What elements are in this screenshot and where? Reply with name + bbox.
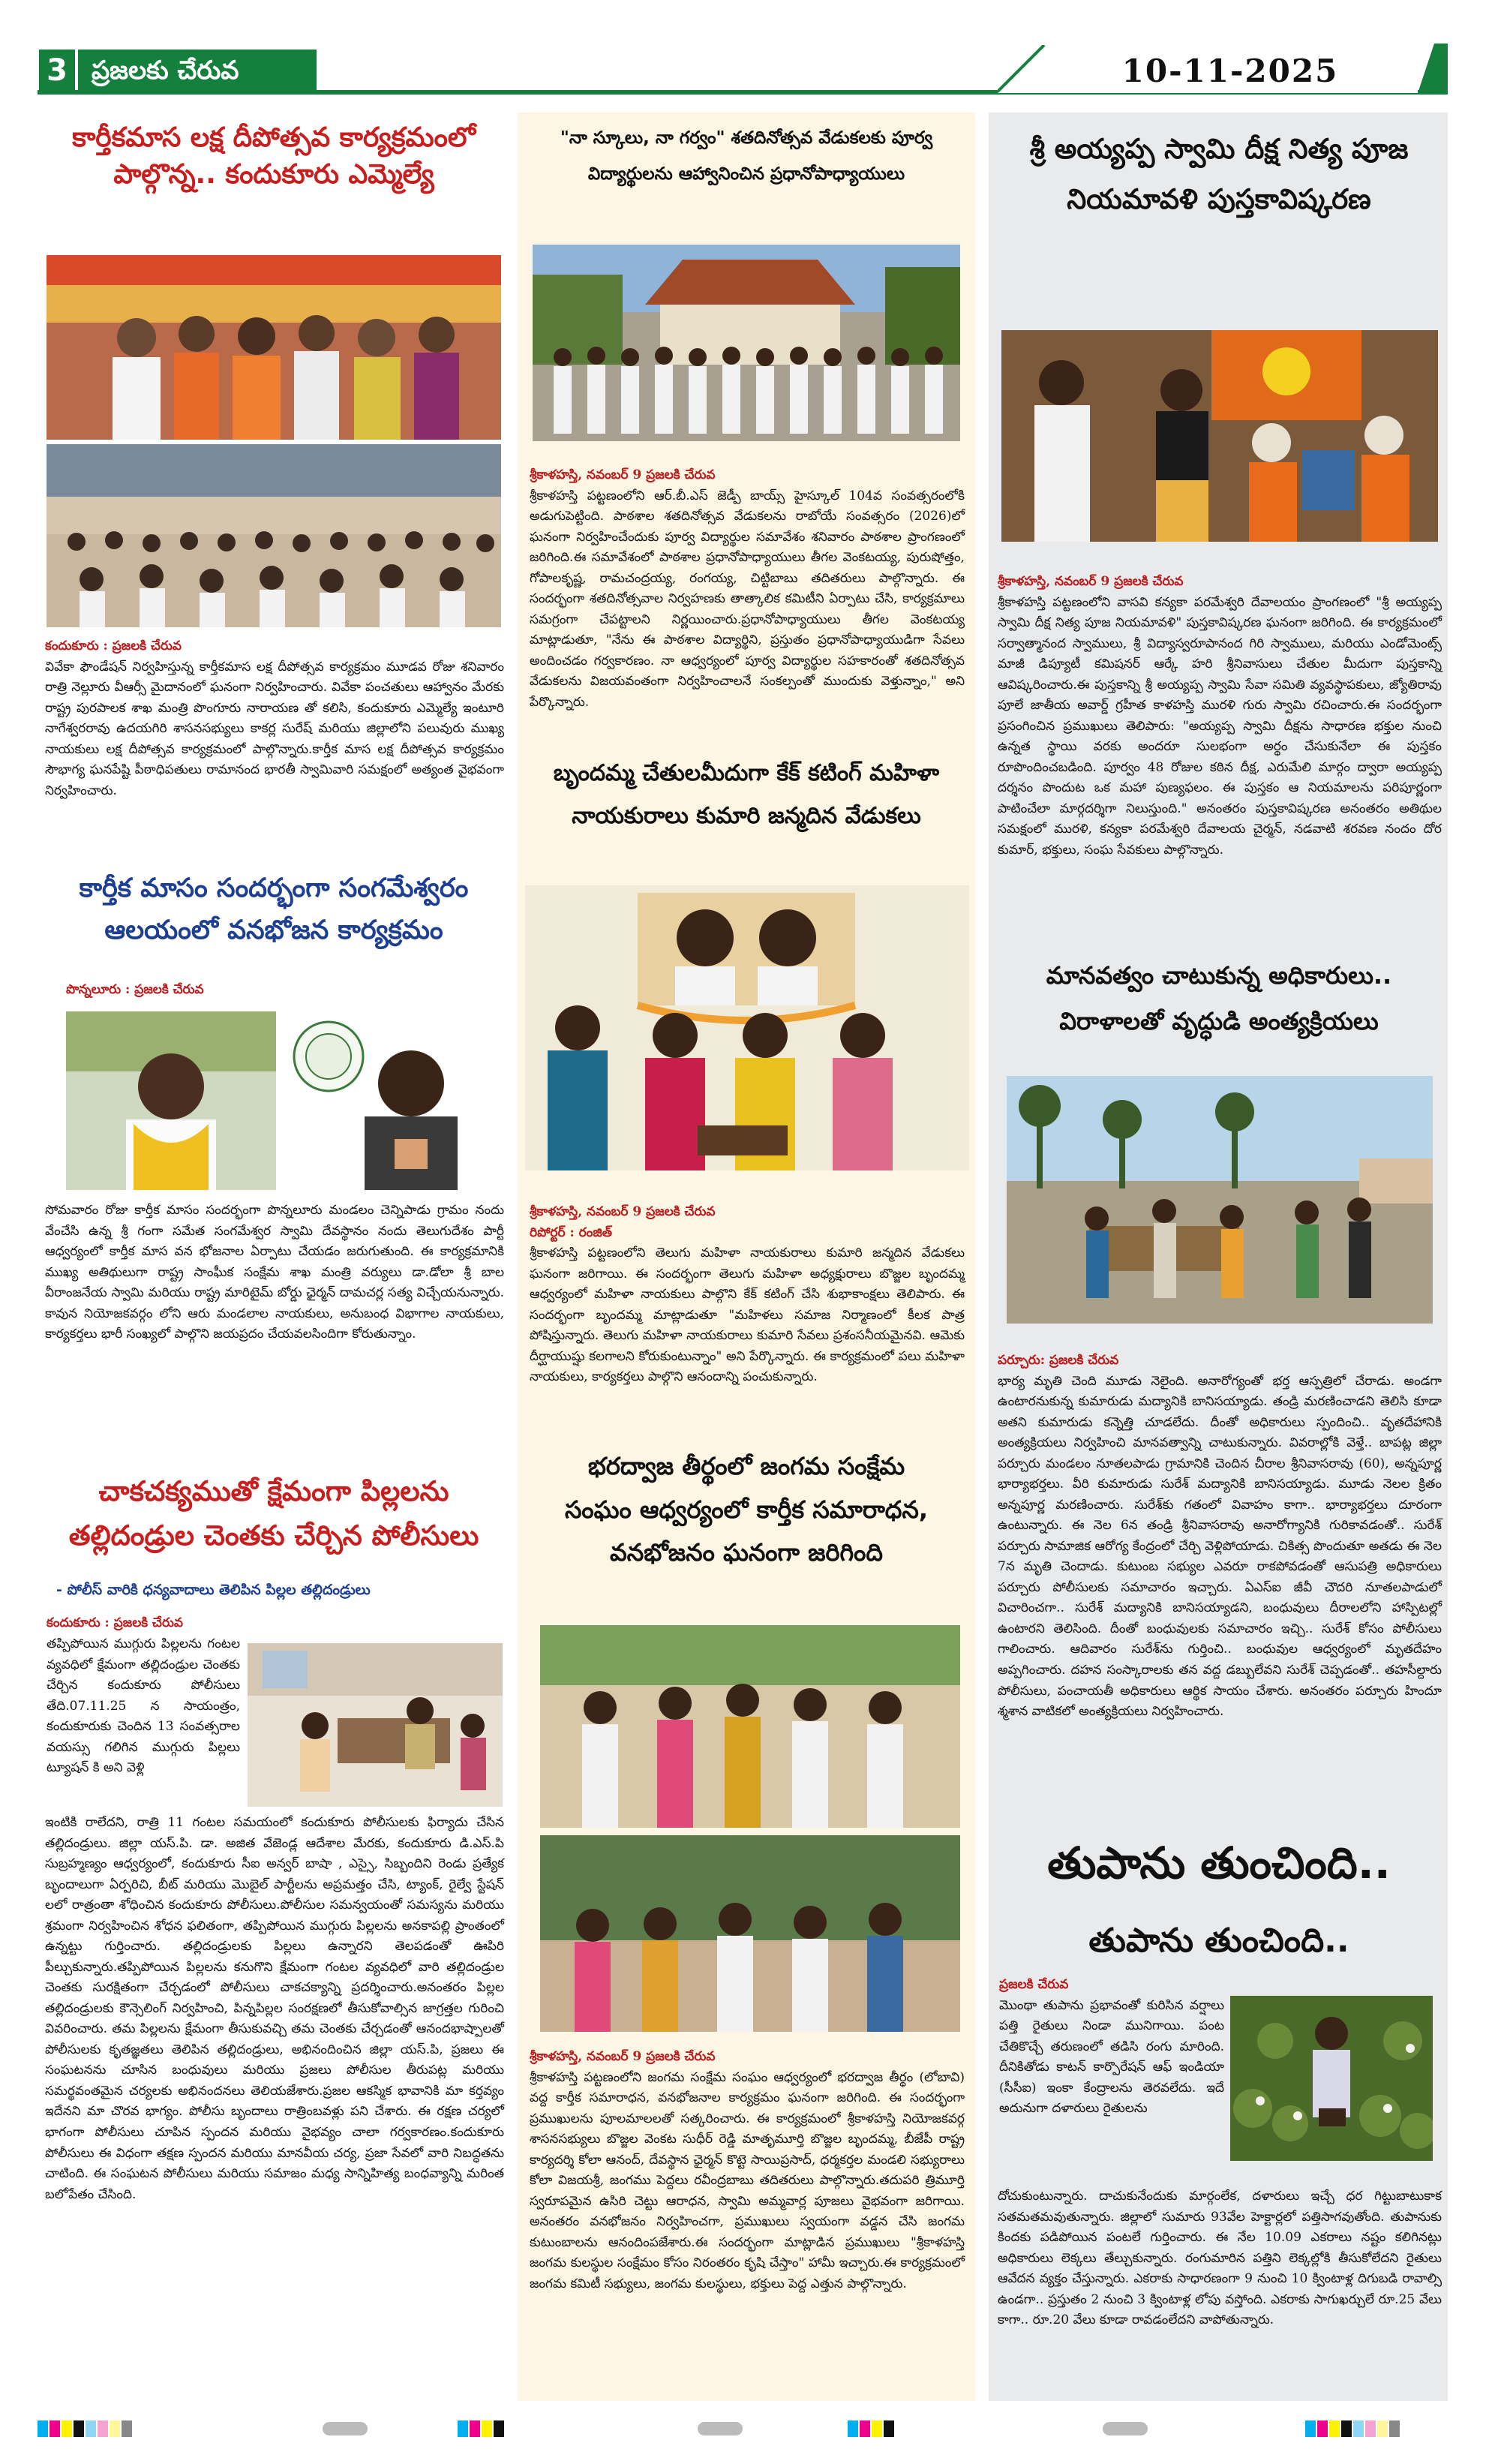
article8-headline-line2: విరాళాలతో వృద్ధుడి అంత్యక్రియలు (1059, 1006, 1379, 1035)
article6-headline-line1: భరద్వాజ తీర్థంలో జంగమ సంక్షేమ (587, 1452, 905, 1480)
print-registration-strip (38, 2417, 1448, 2440)
article1-headline-line2: పాల్గొన్న.. కందుకూరు ఎమ్మెల్యే (113, 158, 434, 190)
article4-headline-line1: "నా స్కూలు, నా గర్వం" శతదినోత్సవ వేడుకలకు పూర్వ (560, 128, 933, 148)
article9-text-wrap (999, 1975, 1224, 2120)
header-corner-accent (1418, 44, 1448, 93)
article2-text (45, 1200, 504, 1345)
article4-body: శ్రీకాళహస్తి పట్టణంలోని ఆర్.బీ.ఎస్ జెడ్పీ బాయ్స్ హైస్కూల్ 104వ సంవత్సరంలోకి అడుగుపెట్టింది. పాఠశాల శతదినోత్సవ వేడుకలను రాబోయే సంవత్సరం (2026)లో ఘనంగా నిర్వహించేందుకు పూర్వ విద్యార్థుల సమావేశం శనివారం పాఠశాల ప్రాంగణంలో జరిగింది.ఈ సమావేశంలో పాఠశాల ప్రధానోపాధ్యాయులు తీగల వెంకటయ్య, పురుషోత్తం, గోపాలకృష్ణ, రామచంద్రయ్య, రంగయ్య, చిట్టిబాబు తదితరులు పాల్గొన్నారు. ఈ సందర్భంగా శతదినోత్సవాల నిర్వహణకు తాత్కాలిక కమిటీని ఏర్పాటు చేసి, కార్యక్రమాలు సమగ్రంగా చేపట్టాలని నిర్ణయించారు.ప్రధానోపాధ్యాయులు తీగల వెంకటయ్య మాట్లాడుతూ, "నేను ఈ పాఠశాల విద్యార్థిని, ప్రస్తుతం ప్రధానోపాధ్యాయుడిగా సేవలు అందించడం గర్వకారణం. నా ఆధ్వర్యంలో పూర్వ విద్యార్థుల సహకారంతో శతదినోత్సవ వేడుకలను విజయవంతంగా నిర్వహించాలనే సంకల్పంతో ముందుకు వెళ్తున్నాం," అని పేర్కొన్నారు. (530, 488, 965, 710)
article3-subheadline: - పోలీస్ వారికి ధన్యవాదాలు తెలిపిన పిల్లల తల్లిదండ్రులు (56, 1582, 371, 1598)
article9-headline-sub: తుపాను తుంచింది.. (1088, 1922, 1349, 1960)
article1-body: వివేకా ఫౌండేషన్ నిర్వహిస్తున్న కార్తీకమాస లక్ష దీపోత్సవ కార్యక్రమం మూడవ రోజు శనివారం రాత్రి నెల్లూరు వీఆర్సీ మైదానంలో ఘనంగా నిర్వహించారు. వివేకా పంచతులు ఆహ్వానం మేరకు రాష్ట్ర పురపాలక శాఖ మంత్రి పొంగూరు నారాయణ తో కలిసి, కందుకూరు ఎమ్మెల్యే ఇంటూరి నాగేశ్వరరావు ఉదయగిరి శాసనసభ్యులు కాకర్ల సురేష్ మరియు జిల్లాలోని పలువురు ముఖ్య నాయకులు లక్ష దీపోత్సవ కార్యక్రమంలో పాల్గొన్నారు.కార్తీక మాస లక్ష దీపోత్సవ కార్యక్రమం సౌభాగ్య ఘనపేష్టి పీఠాధిపతులు రామానంద భారతీ స్వామివారి సమక్షంలో అత్యంత వైభవంగా నిర్వహించారు. (45, 659, 504, 798)
article3-body-wrap: తప్పిపోయిన ముగ్గురు పిల్లలను గంటల వ్యవధిలో క్షేమంగా తల్లిదండ్రుల చెంతకు చేర్చిన కందుకూరు పోలీసులు తేది.07.11.25 న సాయంత్రం, కందుకూరుకు చెందిన 13 సంవత్సరాల వయస్సు గలిగిన ముగ్గురు పిల్లలు ట్యూషన్ కి అని వెళ్లి (47, 1636, 240, 1776)
article3-text (45, 1813, 504, 2205)
article8-text (998, 1351, 1442, 1723)
article2-photo-minister (284, 1011, 495, 1190)
article5-reporter: రిపోర్టర్ : రంజిత్ (530, 1224, 613, 1240)
article7-text (998, 572, 1442, 861)
article2-body: సోమవారం రోజు కార్తీక మాసం సందర్భంగా పొన్నలూరు మండలం చెన్నిపాడు గ్రామం నందు వేంచేసి ఉన్న శ్రీ గంగా సమేత సంగమేశ్వర స్వామి దేవస్థానం నందు తెలుగుదేశం పార్టీ ఆధ్వర్యంలో కార్తీక మాస వన భోజనాల ఏర్పాటు చేయడం జరుగుతుంది. ఈ కార్యక్రమానికి ముఖ్య అతిథులుగా రాష్ట్ర సాంఘీక సంక్షేమ శాఖ మంత్రి వర్యులు డా.డోలా శ్రీ బాల వీరాంజనేయ స్వామి మరియు రాష్ట్ర మారిటైమ్ బోర్డు ఛైర్మన్ దామచర్ల సత్య విచ్చేయనున్నారు. కావున నియోజకవర్గం లోని ఆరు మండలాల నాయకులు, అనుబంధ విభాగాల నాయకులు, కార్యకర్తలు భారీ సంఖ్యలో పాల్గొని జయప్రదం చేయవలసిందిగా కోరుతున్నాం. (45, 1203, 504, 1342)
page-number: 3 (39, 50, 75, 92)
article8-photo-cremation (1007, 1076, 1433, 1324)
article2-photo-leader (66, 1011, 276, 1190)
article8-headline-line1: మానవత్వం చాటుకున్న అధికారులు.. (1046, 961, 1392, 990)
article6-headline (525, 1445, 968, 1575)
article9-text (998, 2186, 1442, 2331)
article5-dateline: శ్రీకాళహస్తి, నవంబర్ 9 ప్రజలకి చేరువ (530, 1204, 716, 1219)
issue-date: 10-11-2025 (1121, 53, 1339, 89)
article7-body: శ్రీకాళహస్తి పట్టణంలోని వాసవి కన్యకా పరమేశ్వరి దేవాలయం ప్రాంగణంలో "శ్రీ అయ్యప్ప స్వామి దీక్ష నిత్య పూజ నియమావళి" పుస్తకావిష్కరణ ఘనంగా జరిగింది. ఈ కార్యక్రమంలో సర్వాత్మానంద స్వాములు, శ్రీ విద్యాస్వరూపానంద గిరి స్వాములు, మరియు ఎండోమెంట్స్ మాజీ డిప్యూటీ కమిషనర్ ఆర్కే హరి శ్రీనివాసులు చేతుల మీదుగా పుస్తకాన్ని ఆవిష్కరించారు.ఈ పుస్తకాన్ని శ్రీ అయ్యప్ప స్వామి సేవా సమితి వ్యవస్థాపకులు, జ్యోతిరావు పూలే జాతీయ అవార్డ్ గ్రహీత కాళహస్తి మురళి గురు స్వామి రచించారు.ఈ సందర్భంగా ప్రసంగించిన ప్రముఖులు తెలిపారు: "అయ్యప్ప స్వామి దీక్షను సాధారణ భక్తుల నుంచి ఉన్నత స్థాయి వరకు అందరూ సులభంగా అర్థం చేసుకునేలా ఈ పుస్తకం రూపొందించబడింది. పూర్వం 48 రోజుల కఠిన దీక్ష, ఎరుమేలి మార్గం ద్వారా అయ్యప్ప దర్శనం పొందుట ఒక మహా పుణ్యఫలం. ఈ పుస్తకం ఆ నియమాలను పరిపూర్ణంగా పాటించేలా మార్గదర్శిగా నిలుస్తుంది." అనంతరం పుస్తకావిష్కరణ అనంతరం అతిథుల సమక్షంలో మురళి, కన్యకా పరమేశ్వరి దేవాలయ చైర్మన్, నడవాటి శరవణ నందం దోర కుమార్, భక్తులు, సంఘ సేవకులు పాల్గొన్నారు. (998, 594, 1442, 858)
article7-headline-line2: నియమావళి పుస్తకావిష్కరణ (1067, 182, 1371, 215)
article5-body: శ్రీకాళహస్తి పట్టణంలోని తెలుగు మహిళా నాయకురాలు కుమారి జన్మదిన వేడుకలు ఘనంగా జరిగాయి. ఈ సందర్భంగా తెలుగు మహిళా అధ్యక్షురాలు బొజ్జల బృందమ్మ ఆధ్వర్యంలో మహిళా నాయకులు పాల్గొని కేక్ కటింగ్ చేసి శుభాకాంక్షలు తెలిపారు. ఈ సందర్భంగా బృందమ్మ మాట్లాడుతూ "మహిళలు సమాజ నిర్మాణంలో కీలక పాత్ర పోషిస్తున్నారు. తెలుగు మహిళా నాయకురాలు కుమారి సేవలు ప్రశంసనీయమైనవి. ఆమెకు దీర్ఘాయుష్షు కలగాలని కోరుకుంటున్నాం" అని పేర్కొన్నారు. ఈ కార్యక్రమంలో పలు మహిళా నాయకులు, కార్యకర్తలు పాల్గొని ఆనందాన్ని పంచుకున్నారు. (530, 1246, 965, 1385)
article1-headline (41, 120, 506, 193)
article2-dateline: పొన్నలూరు : ప్రజలకి చేరువ (66, 982, 204, 997)
article7-dateline: శ్రీకాళహస్తి, నవంబర్ 9 ప్రజలకి చేరువ (998, 574, 1184, 589)
article3-body: ఇంటికి రాలేదని, రాత్రి 11 గంటల సమయంలో కందుకూరు పోలీసులకు ఫిర్యాదు చేసిన తల్లిదండ్రులు. జిల్లా యస్.పి. డా. అజిత వేజెండ్ల ఆదేశాల మేరకు, కందుకూరు డి.ఎస్.పి సుబ్రహ్మణ్యం ఆధ్వర్యంలో, కందుకూరు సీఐ అన్వర్ బాషా , ఎస్సై, సిబ్బందిని రెండు ప్రత్యేక బృందాలుగా ఏర్పరిచి, బీట్ మరియు మొబైల్ పార్టీలను అప్రమత్తం చేసి, ట్యాంక్, రైల్వే స్టేషన్ లలో రాత్రంతా శోధించిన కందుకూరు పోలీసులు.పోలీసుల సమన్వయంతో సమస్యను మరియు శ్రమంగా నిర్వహించిన శోధన ఫలితంగా, తప్పిపోయిన ముగ్గురు పిల్లలను అనకాపల్లి ప్రాంతంలో ఉన్నట్టు గుర్తించారు. తల్లిదండ్రులకు పిల్లలు ఉన్నారని తెలపడంతో ఊపిరి పీల్చుకున్నారు.తప్పిపోయిన పిల్లలను కనుగొని క్షేమంగా గంటల వ్యవధిలో వారి తల్లిదండ్రుల చెంతకు సురక్షితంగా చేర్చడంలో పోలీసులు చాకచక్యాన్ని ప్రదర్శించారు.అనంతరం పిల్లల తల్లిదండ్రులకు కౌన్సెలింగ్ నిర్వహించి, పిన్నపిల్లల సంరక్షణలో తీసుకోవాల్సిన జాగ్రత్తల గురించి వివరించారు. తమ పిల్లలను క్షేమంగా తీసుకువచ్చి తమ చెంతకు చేర్చడంతో ఆనందభాష్పాలతో పోలీసులకు కృతజ్ఞతలు తెలిపిన తల్లిదండ్రులు, అభినందించిన జిల్లా యస్.పి, ప్రజలు ఈ సంఘటనను చూసిన బంధువులు మరియు ప్రజలు పోలీసుల తీరుపట్ల మరియు సమర్థవంతమైన చర్యలకు అభినందనలు తెలియజేశారు.ప్రజల ఆకస్మిక భావానికి మా కర్తవ్యం ఇదేనని మా చొరవ భాగ్యం. పోలీసు బృందాలు రాత్రింబవళ్లు పని చేశారు. ఈ రక్షణ చర్యలో భాగంగా పోలీసులు చూపిన స్పందన మరియు వైభవ్యం చాలా గర్వకారణం.కందుకూరు పోలీసులు ఈ విధంగా తక్షణ స్పందన మరియు మానవీయ చర్య, ప్రజా సేవలో వారి నిబద్ధతను చాటింది. ఈ సంఘటన పోలీసులు మరియు సమాజం మధ్య సాన్నిహిత్య బంధవ్యాన్ని మరింత బలోపేతం చేసింది. (45, 1815, 504, 2202)
article7-headline-line1: శ్రీ అయ్యప్ప స్వామి దీక్ష నిత్య పూజ (1029, 133, 1409, 165)
article8-dateline: పర్చూరు: ప్రజలకి చేరువ (998, 1353, 1119, 1368)
article1-dateline: కందుకూరు : ప్రజలకి చేరువ (45, 639, 182, 654)
article8-headline (994, 953, 1444, 1044)
article6-text (530, 2047, 965, 2294)
article7-photo-book-release (1001, 330, 1438, 542)
article8-body: భార్య మృతి చెంది మూడు నెలైంది. అనారోగ్యంతో భర్త ఆస్పత్రిలో చేరాడు. అండగా ఉంటారనుకున్న కుమారుడు మద్యానికి బానిసయ్యాడు. తండ్రి మరణించాడని తెలిసి కూడా అతని కుమారుడు కన్నెత్తి చూడలేదు. దీంతో అధికారులు స్పందించి.. వృతదేహానికి అంత్యక్రియలు నిర్వహించి మానవత్వాన్ని చాటుకున్నారు. వివరాల్లోకి వెళ్తే.. బాపట్ల జిల్లా పర్చూరు మండలం నూతలపాడు గ్రామానికి చెందిన చీరాల శ్రీనివాసరావు (60), అన్నపూర్ణ భార్యాభర్తలు. వీరి కుమారుడు సురేశ్ మద్యానికి బానిసయ్యాడు. మూడు నెలల క్రితం అన్నపూర్ణ మరణించారు. సురేశ్‌కు గతంలో వివాహం కాగా.. భార్యాభర్తలు దూరంగా ఉంటున్నారు. ఈ నెల 6న తండ్రి శ్రీనివాసరావు అనారోగ్యానికి గురికావడంతో.. సురేశ్ పర్చూరు సామాజిక ఆరోగ్య కేంద్రంలో చేర్చి వెళ్లిపోయాడు. చికిత్స పొందుతూ అతడు ఈ నెల 7న మృతి చెందాడు. కుటుంబ సభ్యుల ఎవరూ రాకపోవడంతో ఆసుపత్రి అధికారులు పర్చూరు పోలీసులకు సమాచారం ఇచ్చారు. ఏఎస్ఐ జీవీ చౌదరి నూతలపాడులో విచారించగా.. సురేశ్ మద్యానికి బానిసయ్యాడని, బంధువులు దీరాలలోని హాస్పిటల్లో ఉంటారని తెలిసింది. దీంతో బంధువులకు సమాచారం ఇచ్చి.. సురేశ్ కోసం పోలీసులు గాలించారు. ఆదివారం సురేశ్‌ను గుర్తించి.. బంధువుల ఆధ్వర్యంలో మృతదేహం అప్పగించారు. దహన సంస్కారాలకు తన వద్ద డబ్బులేవని సురేశ్ చెప్పడంతో.. తహసీల్దారు పోలీసులు, పంచాయతీ అధికారులు ఆర్థిక సాయం చేశారు. అనంతరం పర్చూరు హిందూ శ్మశాన వాటికలో అంత్యక్రియలు నిర్వహించారు. (998, 1373, 1442, 1720)
article5-photo-cake-cutting (525, 885, 969, 1170)
article7-headline (994, 125, 1444, 224)
article9-body-wrap: మొంథా తుపాను ప్రభావంతో కురిసిన వర్షాలు పత్తి రైతులు నిండా మునిగాయి. పంట చేతికొచ్చే తరుణంలో తడిసి రంగు మారింది. దీనికితోడు కాటన్ కార్పొరేషన్ ఆఫ్ ఇండియా (సీసీఐ) ఇంకా కేంద్రాలను తెరవలేదు. ఇదే అదునుగా దళారులు రైతులను (999, 1997, 1224, 2117)
article4-dateline: శ్రీకాళహస్తి, నవంబర్ 9 ప్రజలకి చేరువ (530, 467, 716, 482)
article6-headline-line2: సంఘం ఆధ్వర్యంలో కార్తీక సమారాధన, (564, 1495, 929, 1524)
article4-text (530, 465, 965, 713)
article2-headline-line1: కార్తీక మాసం సందర్భంగా సంగమేశ్వరం (79, 873, 469, 903)
article1-photo-mla-felicitation (47, 255, 501, 440)
article9-headline-main: తుపాను తుంచింది.. (1047, 1837, 1391, 1889)
article3-dateline-wrap (47, 1613, 497, 1634)
article5-text (530, 1202, 965, 1388)
article9-dateline: ప్రజలకి చేరువ (999, 1977, 1069, 1992)
article6-photo-gathering (540, 1835, 960, 2032)
article4-headline (525, 120, 968, 193)
article1-headline-line1: కార్తీకమాస లక్ష దీపోత్సవ కార్యక్రమంలో (72, 122, 476, 153)
article6-headline-line3: వనభోజనం ఘనంగా జరిగింది (610, 1538, 883, 1567)
article9-body: దోచుకుంటున్నారు. దాచుకునేందుకు మార్గంలేక, దళారులు ఇచ్చే ధర గిట్టుబాటుకాక సతమతమవుతున్నారు. జిల్లాలో సుమారు 93వేల హెక్టార్లలో పత్తిసాగవుతోంది. తుపానుకు కిందకు పడిపోయిన పంటలే గుర్తించారు. ఈ నేల 10.09 ఎకరాలు నష్టం కలిగినట్లు అధికారులు లెక్కలు తేల్చుకున్నారు. రంగుమారిన పత్తిని లెక్కల్లోకి తీసుకోలేదని రైతులు ఆవేదన వ్యక్తం చేస్తున్నారు. ఎకరాకు సాధారణంగా 9 నుంచి 10 క్వింటాళ్ల దిగుబడి రావాల్సి ఉండగా.. ప్రస్తుతం 2 నుంచి 3 క్వింటాళ్ల లోపు వస్తోంది. ఎకరాకు సాగుఖర్చులే రూ.25 వేలు కాగా.. రూ.20 వేలు కూడా రావడంలేదని వాపోతున్నారు. (998, 2189, 1442, 2328)
article2-headline (41, 867, 506, 951)
article3-dateline: కందుకూరు : ప్రజలకి చేరువ (47, 1615, 184, 1630)
article5-headline-line2: నాయకురాలు కుమారి జన్మదిన వేడుకలు (572, 803, 921, 829)
section-title: ప్రజలకు చేరువ (78, 50, 317, 92)
article3-headline-line2: తల్లిదండ్రుల చెంతకు చేర్చిన పోలీసులు (68, 1519, 479, 1552)
article4-headline-line2: విద్యార్థులను ఆహ్వానించిన ప్రధానోపాధ్యాయులు (587, 164, 905, 185)
article6-photo-felicitation (540, 1625, 960, 1828)
article5-headline (525, 752, 968, 837)
article2-headline-line2: ఆలయంలో వనభోజన కార్యక్రమం (104, 915, 443, 945)
article2-dateline-wrap (66, 980, 366, 1001)
article3-headline (41, 1469, 506, 1558)
article1-photo-crowd (47, 444, 501, 627)
article3-text-wrap (47, 1634, 240, 1779)
article5-headline-line1: బృందమ్మ చేతులమీదుగా కేక్ కటింగ్ మహిళా (553, 760, 940, 786)
article6-dateline: శ్రీకాళహస్తి, నవంబర్ 9 ప్రజలకి చేరువ (530, 2049, 716, 2064)
article3-headline-line1: చాకచక్యముతో క్షేమంగా పిల్లలను (98, 1475, 449, 1507)
article1-text (45, 636, 504, 801)
article4-photo-alumni-meeting (533, 245, 960, 441)
article6-body: శ్రీకాళహస్తి పట్టణంలోని జంగమ సంక్షేమ సంఘం ఆధ్వర్యంలో భరద్వాజ తీర్థం (లోబావి) వద్ద కార్తీక సమారాధన, వనభోజనాల కార్యక్రమం ఘనంగా జరిగింది. ఈ సందర్భంగా ప్రముఖులను పూలమాలలతో సత్కరించారు. ఈ కార్యక్రమంలో శ్రీకాళహస్తి నియోజకవర్గ శాసనసభ్యులు బొజ్జల వెంకట సుధీర్ రెడ్డి మాతృమూర్తి బొజ్జల బృందమ్మ, బీజేపీ రాష్ట్ర కార్యదర్శి కోలా ఆనంద్, దేవస్థాన ఛైర్మన్ కొట్టె సాయిప్రసాద్, ధర్మకర్తల మండలి సభ్యురాలు కోలా విజయశ్రీ, జంగము పెద్దలు రవీంద్రబాబు తదితరులు పాల్గొన్నారు.తదుపరి త్రిమూర్తి స్వరూపమైన ఉసిరి చెట్టు ఆరాధన, స్వామి అమ్మవార్ల పూజలు వైభవంగా జరిగాయి. అనంతరం వనభోజనం నిర్వహించగా, ప్రముఖులు స్వయంగా వడ్డన చేసి జంగమ కుటుంబాలను ఆనందింపజేశారు.ఈ సందర్భంగా మాట్లాడిన ప్రముఖులు "శ్రీకాళహస్తి జంగమ కులస్థుల సంక్షేమం కోసం నిరంతరం కృషి చేస్తాం" హామీ ఇచ్చారు.ఈ కార్యక్రమంలో జంగమ కమిటీ సభ్యులు, జంగమ కులస్థులు, భక్తులు పెద్ద ఎత్తున పాల్గొన్నారు. (530, 2069, 965, 2291)
article9-photo-cotton-farmer (1230, 1996, 1433, 2161)
article3-photo-police-station (248, 1643, 503, 1807)
